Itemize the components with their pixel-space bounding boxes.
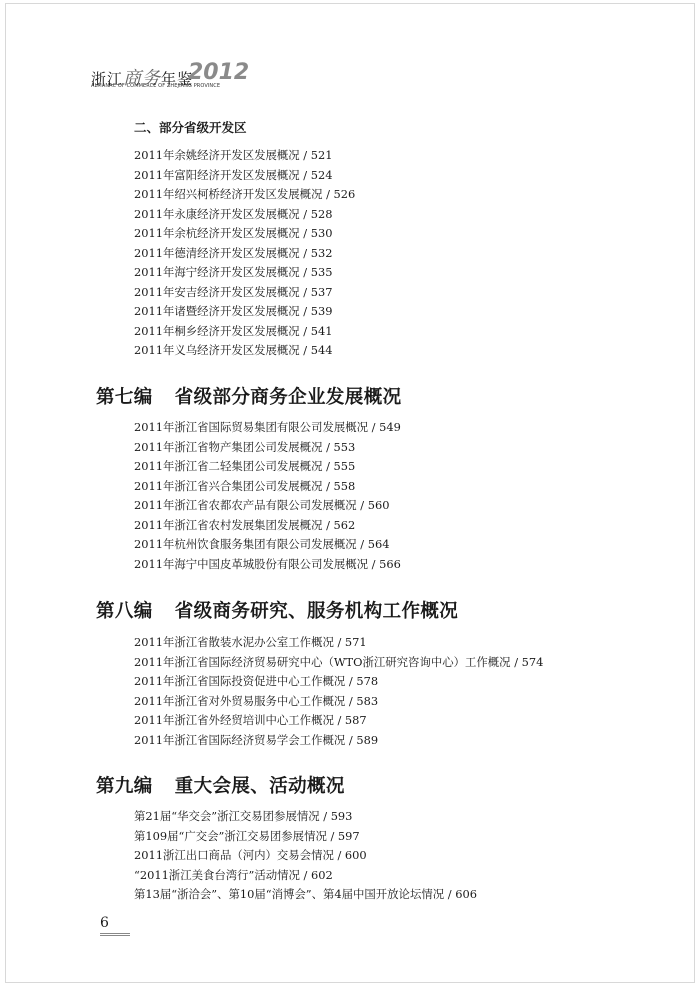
toc-entry[interactable]: 2011年余杭经济开发区发展概况 / 530	[134, 226, 333, 240]
header-title-prefix: 浙江	[91, 70, 124, 88]
part-number: 第八编	[96, 601, 153, 622]
toc-entry[interactable]: 2011年余姚经济开发区发展概况 / 521	[134, 148, 333, 162]
part-heading	[96, 383, 402, 409]
toc-entry[interactable]: 2011年浙江省对外贸易服务中心工作概况 / 583	[134, 693, 379, 708]
toc-entry[interactable]: 2011年浙江省国际贸易集团有限公司发展概况 / 549	[134, 420, 401, 434]
toc-entry[interactable]: 2011年富阳经济开发区发展概况 / 524	[134, 167, 333, 182]
toc-entry[interactable]: 第21届“华交会”浙江交易团参展情况 / 593	[134, 809, 353, 823]
toc-entry[interactable]: 2011年浙江省二轻集团公司发展概况 / 555	[134, 459, 356, 473]
toc-entry[interactable]: 2011年浙江省国际经济贸易研究中心（WTO浙江研究咨询中心）工作概况 / 574	[134, 654, 544, 669]
toc-entry[interactable]: 2011年浙江省外经贸培训中心工作概况 / 587	[134, 713, 367, 727]
toc-entry[interactable]: 2011年浙江省物产集团公司发展概况 / 553	[134, 439, 356, 454]
page-number: 6	[100, 915, 109, 931]
section-heading: 二、部分省级开发区	[134, 120, 247, 135]
toc-entry[interactable]: 2011年浙江省国际经济贸易学会工作概况 / 589	[134, 732, 379, 747]
header-title-script: 商务	[123, 68, 162, 89]
toc-entry[interactable]: 2011年诸暨经济开发区发展概况 / 539	[134, 304, 333, 318]
part-title: 省级部分商务企业发展概况	[174, 387, 402, 408]
toc-entry[interactable]: 2011年海宁中国皮革城股份有限公司发展概况 / 566	[134, 556, 401, 571]
header-subtitle: ALMANAC OF COMMERCE OF ZHEJIANG PROVINCE	[91, 83, 221, 89]
part-title: 重大会展、活动概况	[174, 776, 345, 797]
footer-ornament	[100, 933, 130, 937]
toc-entry[interactable]: 2011年浙江省国际投资促进中心工作概况 / 578	[134, 674, 379, 688]
part-number: 第七编	[96, 387, 153, 408]
header-year: 2012	[188, 60, 250, 85]
toc-entry[interactable]: 2011年浙江省农村发展集团发展概况 / 562	[134, 517, 356, 532]
part-heading	[96, 772, 345, 798]
toc-entry[interactable]: 2011年绍兴柯桥经济开发区发展概况 / 526	[134, 187, 356, 201]
toc-entry[interactable]: 2011浙江出口商品（河内）交易会情况 / 600	[134, 848, 367, 862]
toc-entry[interactable]: 2011年浙江省农都农产品有限公司发展概况 / 560	[134, 498, 390, 512]
part-title: 省级商务研究、服务机构工作概况	[174, 601, 459, 622]
toc-entry[interactable]: 2011年浙江省兴合集团公司发展概况 / 558	[134, 478, 356, 493]
header-title-suffix: 年鉴	[161, 70, 194, 88]
toc-entry[interactable]: “2011浙江美食台湾行”活动情况 / 602	[134, 867, 333, 882]
toc-entry[interactable]: 2011年海宁经济开发区发展概况 / 535	[134, 265, 333, 279]
toc-entry[interactable]: 2011年杭州饮食服务集团有限公司发展概况 / 564	[134, 537, 390, 551]
toc-entry[interactable]: 第109届“广交会”浙江交易团参展情况 / 597	[134, 828, 360, 843]
toc-entry[interactable]: 2011年浙江省散装水泥办公室工作概况 / 571	[134, 635, 367, 649]
toc-entry[interactable]: 2011年德清经济开发区发展概况 / 532	[134, 245, 333, 260]
part-number: 第九编	[96, 776, 153, 797]
running-header	[91, 56, 251, 96]
toc-entry[interactable]: 第13届“浙洽会”、第10届“消博会”、第4届中国开放论坛情况 / 606	[134, 887, 477, 901]
toc-entry[interactable]: 2011年安吉经济开发区发展概况 / 537	[134, 284, 333, 299]
toc-entry[interactable]: 2011年永康经济开发区发展概况 / 528	[134, 206, 333, 221]
toc-entry[interactable]: 2011年桐乡经济开发区发展概况 / 541	[134, 323, 333, 338]
part-heading	[96, 597, 458, 623]
toc-entry[interactable]: 2011年义乌经济开发区发展概况 / 544	[134, 343, 333, 357]
